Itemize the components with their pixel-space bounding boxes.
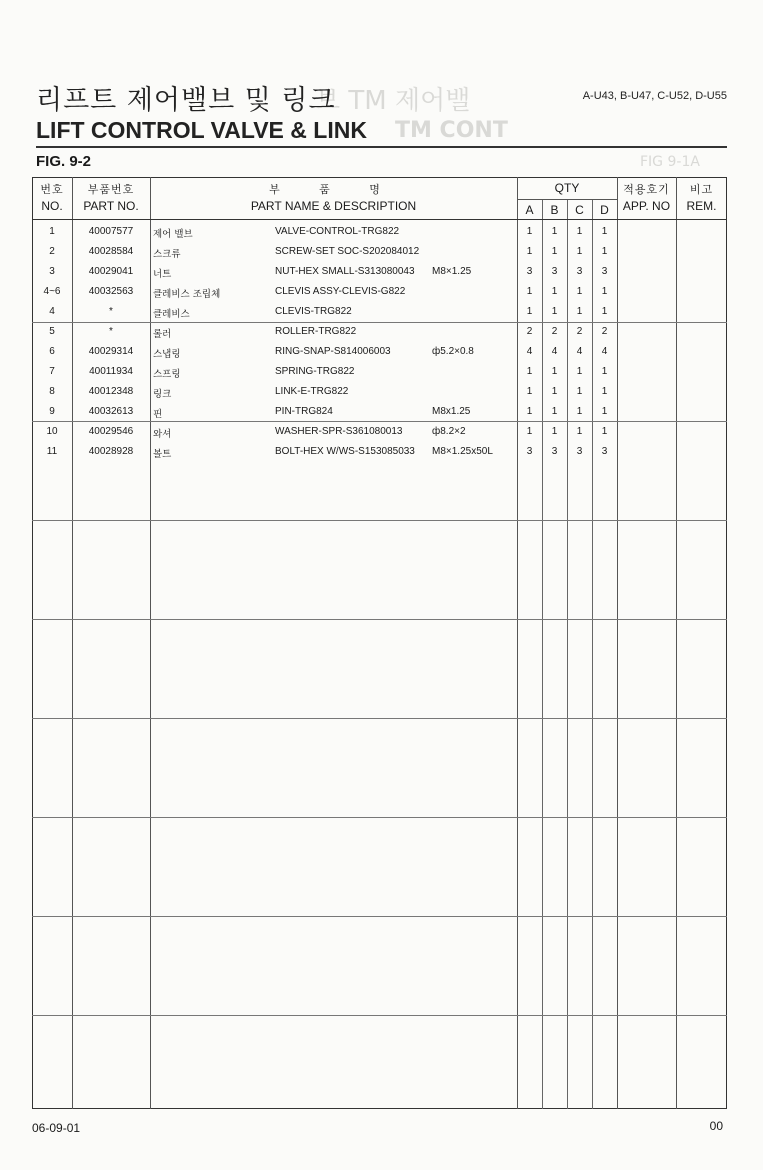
group-divider: [32, 817, 727, 818]
footer-date: 06-09-01: [32, 1121, 81, 1135]
page-number: 00: [709, 1119, 723, 1133]
header-qty-c: C: [575, 203, 584, 217]
model-list: A-U43, B-U47, C-U52, D-U55: [582, 90, 727, 102]
header-qty-d: D: [600, 203, 609, 217]
bleed-through-title: 브 TM 제어밸: [315, 86, 471, 116]
page-title: LIFT CONTROL VALVE & LINK: [36, 117, 367, 143]
table-row: 9 40032613 핀 PIN-TRG824 M8x1.25 1 1 1 1: [49, 406, 608, 420]
table-row: 4 * 클레비스 CLEVIS-TRG822 1 1 1 1: [49, 306, 608, 320]
group-divider: [32, 520, 727, 521]
table-row: 1 40007577 제어 밸브 VALVE-CONTROL-TRG822 1 1 1 1: [49, 226, 608, 240]
table-row: 3 40029041 너트 NUT-HEX SMALL-S313080043 M8×1.25 3 3 3 3: [49, 266, 608, 280]
header-divider: [32, 219, 727, 220]
group-divider: [32, 619, 727, 620]
table-row: 8 40012348 링크 LINK-E-TRG822 1 1 1 1: [49, 386, 608, 400]
parts-table: [32, 177, 727, 1109]
bleed-through-fig: FIG 9-1A: [640, 154, 700, 170]
group-divider: [32, 1015, 727, 1016]
figure-label: FIG. 9-2: [36, 153, 92, 170]
qty-header-divider: [517, 199, 617, 200]
table-row: 2 40028584 스크류 SCREW-SET SOC-S202084012 1 1 1 1: [49, 246, 608, 260]
table-row: 4~6 40032563 클레비스 조립체 CLEVIS ASSY-CLEVIS-G822 1 1 1 1: [43, 286, 608, 300]
header-part-no: 부품번호 PART NO.: [83, 183, 139, 213]
table-row: 10 40029546 와셔 WASHER-SPR-S361080013 ф8.2×2 1 1 1 1: [46, 426, 608, 440]
table-row: 6 40029314 스냅링 RING-SNAP-S814006003 ф5.2×0.8 4 4 4 4: [49, 346, 608, 360]
title-divider: [36, 146, 727, 148]
header-qty-a: A: [525, 203, 534, 217]
header-qty-b: B: [550, 203, 559, 217]
header-remarks: 비고 REM.: [686, 183, 717, 213]
group-divider: [32, 718, 727, 719]
group-divider: [32, 916, 727, 917]
header-description: 부 품 명 PART NAME & DESCRIPTION: [250, 183, 417, 213]
table-row: 11 40028928 볼트 BOLT-HEX W/WS-S153085033 M8×1.25x50L 3 3 3 3: [46, 446, 608, 460]
table-row: 7 40011934 스프링 SPRING-TRG822 1 1 1 1: [49, 366, 608, 380]
bleed-through-subtitle: TM CONT: [395, 118, 508, 143]
table-row: 5 * 롤러 ROLLER-TRG822 2 2 2 2: [49, 326, 608, 340]
header-qty: QTY: [554, 181, 580, 195]
header-app-no: 적용호기 APP. NO: [622, 183, 671, 213]
header-no: 번호 NO.: [40, 183, 64, 213]
page-title-korean: 리프트 제어밸브 및 링크: [36, 85, 336, 116]
